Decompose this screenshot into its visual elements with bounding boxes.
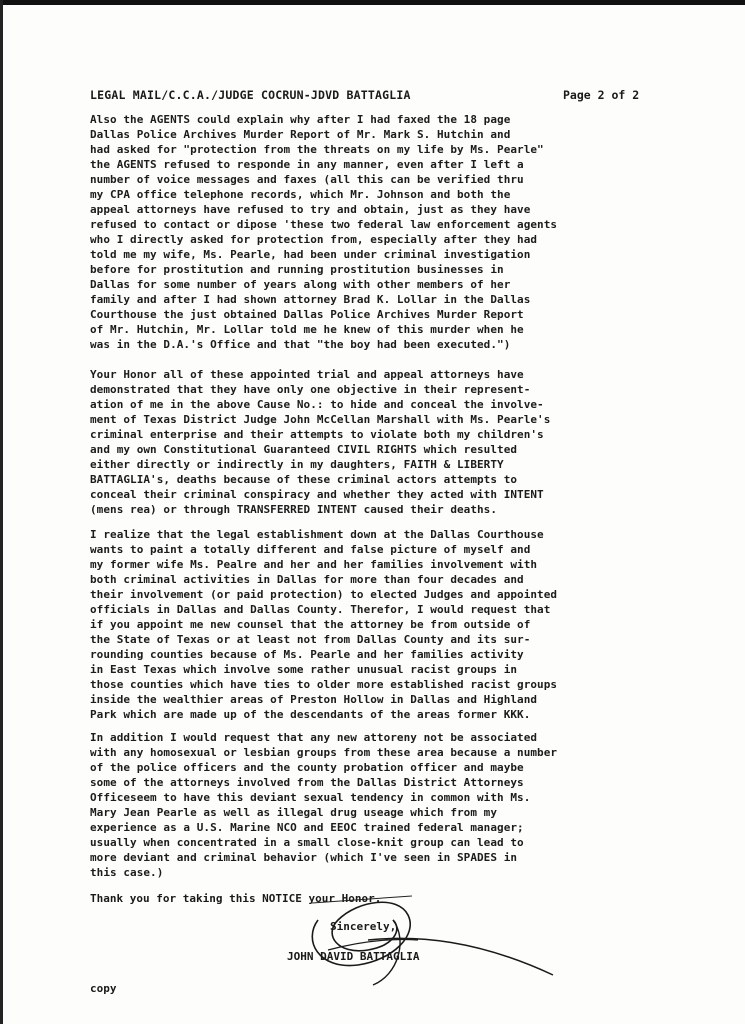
text-line: with any homosexual or lesbian groups from these area because a number [90,746,558,759]
text-line: Dallas for some number of years along with other members of her [90,278,511,291]
text-line: either directly or indirectly in my daughters, FAITH & LIBERTY [90,458,504,471]
scan-top-edge [0,0,745,5]
text-line: (mens rea) or through TRANSFERRED INTENT caused their deaths. [90,503,498,516]
copy-mark: copy [90,982,117,995]
text-line: was in the D.A.'s Office and that "the boy had been executed.") [90,338,511,351]
scan-left-edge [0,0,3,1024]
paragraph-attorneys [90,367,710,517]
text-line: In addition I would request that any new attoreny not be associated [90,731,538,744]
text-line: inside the wealthier areas of Preston Hollow in Dallas and Highland [90,693,538,706]
text-line: Your Honor all of these appointed trial and appeal attorneys have [90,368,524,381]
text-line: Officeseem to have this deviant sexual tendency in common with Ms. [90,791,531,804]
text-line: if you appoint me new counsel that the attorney be from outside of [90,618,531,631]
text-line: my former wife Ms. Pealre and her and her families involvement with [90,558,538,571]
text-line: BATTAGLIA's, deaths because of these criminal actors attempts to [90,473,518,486]
text-line: those counties which have ties to older more established racist groups [90,678,558,691]
text-line: Also the AGENTS could explain why after I had faxed the 18 page [90,113,511,126]
text-line: Dallas Police Archives Murder Report of Mr. Mark S. Hutchin and [90,128,511,141]
paragraph-establishment [90,527,710,722]
text-line: this case.) [90,866,164,879]
text-line: in East Texas which involve some rather unusual racist groups in [90,663,518,676]
text-line: Park which are made up of the descendants of the areas former KKK. [90,708,531,721]
text-line: officials in Dallas and Dallas County. Therefor, I would request that [90,603,551,616]
text-line: the State of Texas or at least not from Dallas County and its sur- [90,633,531,646]
text-line: both criminal activities in Dallas for more than four decades and [90,573,524,586]
page-number: Page 2 of 2 [563,88,640,102]
signer-name: JOHN DAVID BATTAGLIA [287,950,420,963]
text-line: refused to contact or dipose 'these two federal law enforcement agents [90,218,558,231]
text-line: of the police officers and the county probation officer and maybe [90,761,524,774]
text-line: demonstrated that they have only one objective in their represent- [90,383,531,396]
text-line: I realize that the legal establishment down at the Dallas Courthouse [90,528,544,541]
text-line: my CPA office telephone records, which Mr. Johnson and both the [90,188,511,201]
text-line: some of the attorneys involved from the Dallas District Attorneys [90,776,524,789]
paragraph-agents [90,112,710,352]
text-line: ment of Texas District Judge John McCellan Marshall with Ms. Pearle's [90,413,551,426]
paragraph-request [90,730,710,880]
text-line: the AGENTS refused to responde in any manner, even after I left a [90,158,524,171]
text-line: Courthouse the just obtained Dallas Police Archives Murder Report [90,308,524,321]
text-line: conceal their criminal conspiracy and whether they acted with INTENT [90,488,544,501]
text-line: told me my wife, Ms. Pearle, had been under criminal investigation [90,248,531,261]
text-line: number of voice messages and faxes (all this can be verified thru [90,173,524,186]
text-line: and my own Constitutional Guaranteed CIVIL RIGHTS which resulted [90,443,518,456]
text-line: wants to paint a totally different and false picture of myself and [90,543,531,556]
text-line: their involvement (or paid protection) to elected Judges and appointed [90,588,558,601]
sign-off: Sincerely, [330,920,397,933]
text-line: experience as a U.S. Marine NCO and EEOC trained federal manager; [90,821,524,834]
text-line: criminal enterprise and their attempts to violate both my children's [90,428,544,441]
text-line: who I directly asked for protection from, especially after they had [90,233,538,246]
text-line: Mary Jean Pearle as well as illegal drug useage which from my [90,806,498,819]
handwritten-signature [298,880,558,990]
text-line: family and after I had shown attorney Brad K. Lollar in the Dallas [90,293,531,306]
letter-header-title: LEGAL MAIL/C.C.A./JUDGE COCRUN-JDVD BATTAGLIA [90,88,411,102]
text-line: rounding counties because of Ms. Pearle and her families activity [90,648,524,661]
text-line: usually when concentrated in a small close-knit group can lead to [90,836,524,849]
text-line: before for prostitution and running prostitution businesses in [90,263,504,276]
text-line: appeal attorneys have refused to try and obtain, just as they have [90,203,531,216]
closing-line: Thank you for taking this NOTICE your Honor. [90,892,382,905]
text-line: ation of me in the above Cause No.: to hide and conceal the involve- [90,398,544,411]
text-line: of Mr. Hutchin, Mr. Lollar told me he knew of this murder when he [90,323,524,336]
text-line: had asked for "protection from the threats on my life by Ms. Pearle" [90,143,544,156]
text-line: more deviant and criminal behavior (which I've seen in SPADES in [90,851,518,864]
